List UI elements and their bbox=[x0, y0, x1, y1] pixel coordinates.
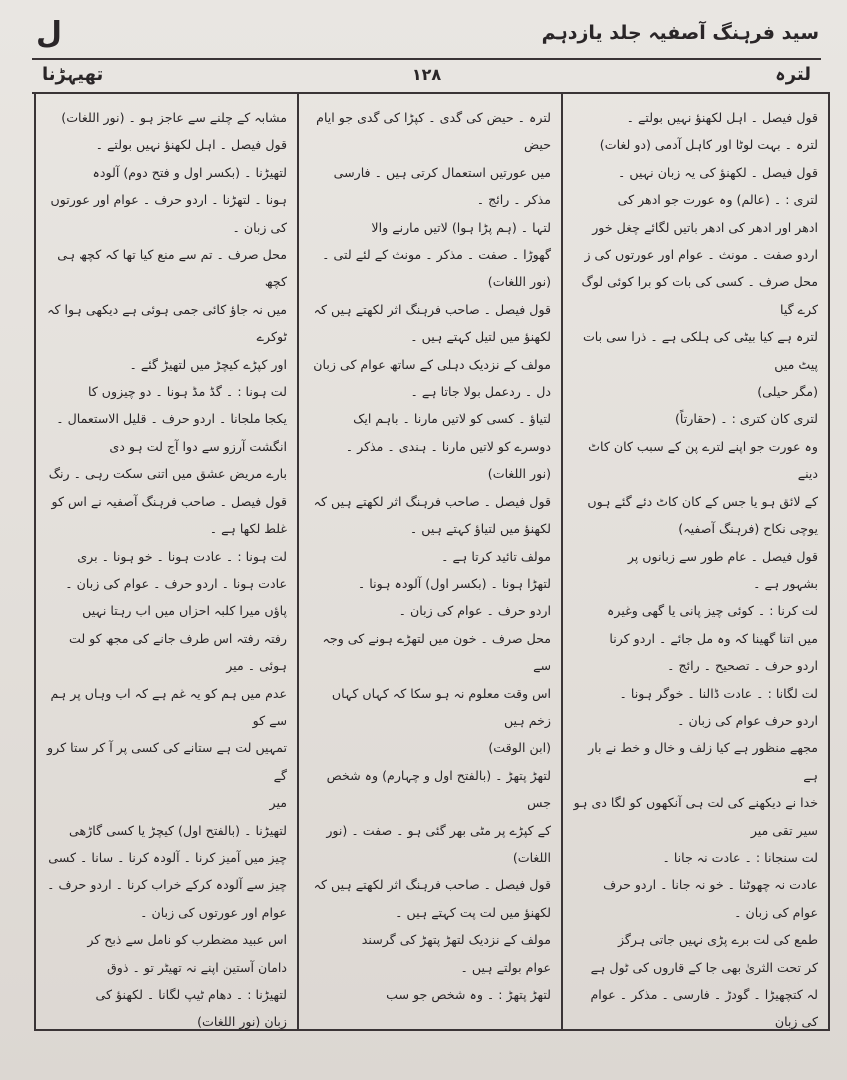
entry-line: خدا نے دیکھنے کی لت ہی آنکھوں کو لگا دی ہو bbox=[573, 795, 818, 811]
book-title: سید فرہنگ آصفیہ جلد یازدہم bbox=[541, 22, 819, 44]
entry-line: کر تحت الثریٰ بھی جا کے قاروں کی ٹول ہے bbox=[590, 959, 818, 975]
entry-line: اردو حرف عوام کی زبان ۔ bbox=[677, 712, 818, 728]
entry-line: یوچی نکاح (فرہنگ آصفیہ) bbox=[678, 521, 818, 537]
entry-line: عادت ہونا ۔ اردو حرف ۔ عوام کی زبان ۔ bbox=[65, 575, 287, 591]
entry-line: لکھنؤ میں لتیل کہتے ہیں ۔ bbox=[410, 329, 551, 345]
entry-line: اس وقت معلوم نہ ہو سکا کہ کہاں کہاں زخم ہیں bbox=[331, 685, 551, 728]
entry-line: مولف کے نزدیک لتھڑ پتھڑ کی گرسند bbox=[361, 932, 551, 948]
entry-line: (نور اللغات) bbox=[487, 466, 551, 482]
entry-line: بارے مریض عشق میں اتنی سکت رہی ۔ رنگ bbox=[48, 466, 287, 482]
entry-line: لتھڑ پتھڑ ۔ (بالفتح اول و چہارم) وہ شخص جس bbox=[326, 767, 551, 811]
entry-line: یکجا ملجانا ۔ اردو حرف ۔ قلیل الاستعمال ۔ bbox=[56, 411, 287, 427]
entry-line: اردو حرف ۔ تصحیح ۔ رائج ۔ bbox=[667, 658, 818, 674]
entry-line: گھوڑا ۔ صفت ۔ مذکر ۔ مونث کے لئے لتی ۔ bbox=[322, 247, 551, 263]
entry-line: قول فیصل ۔ صاحب فرہنگ اثر لکھتے ہیں کہ bbox=[313, 301, 551, 317]
entry-line: قول فیصل ۔ لکھنؤ کی یہ زبان نہیں ۔ bbox=[618, 164, 818, 180]
entry-line: اس عبید مضطرب کو نامل سے ذبح کر bbox=[87, 932, 287, 948]
entry-line: انگشت آرزو سے دوا آج لت ہو دی bbox=[109, 438, 287, 454]
entry-line: لکھنؤ میں لت پت کہتے ہیں ۔ bbox=[395, 904, 551, 920]
entry-line: اور کپڑے کیچڑ میں لتھیڑ گئے ۔ bbox=[129, 356, 287, 372]
entry-line: رفتہ رفتہ اس طرف جانے کی مجھ کو لت ہوئی ۔ میر bbox=[68, 630, 287, 674]
entry-line: لت ہونا : ۔ عادت ہونا ۔ خو ہونا ۔ بری bbox=[77, 548, 287, 564]
entry-line: اردو حرف ۔ عوام کی زبان ۔ bbox=[398, 603, 551, 619]
entry-line: مولف کے نزدیک دہلی کے ساتھ عوام کی زبان bbox=[313, 356, 551, 372]
entry-line: قول فیصل ۔ صاحب فرہنگ آصفیہ نے اس کو bbox=[51, 493, 287, 509]
entry-line: مشابہ کے چلنے سے عاجز ہو ۔ (نور اللغات) bbox=[61, 110, 287, 125]
entry-line: محل صرف ۔ خون میں لتھڑے ہونے کی وجہ سے bbox=[322, 630, 551, 674]
entry-line: لترہ ہے کیا بیٹی کی ہلکی ہے ۔ ذرا سی بات پیٹ میں bbox=[582, 329, 818, 372]
entry-line: لکھنؤ میں لتیاؤ کہتے ہیں ۔ bbox=[409, 521, 551, 537]
entry-line: عوام بولتے ہیں ۔ bbox=[460, 959, 551, 975]
entry-line: تمہیں لت ہے ستانے کی کسی پر آ کر ستا کرو گے bbox=[47, 740, 287, 783]
entry-line: چیز میں آمیز کرنا ۔ آلودہ کرنا ۔ سانا ۔ کسی bbox=[48, 849, 287, 865]
page-number: ۱۲۸ bbox=[411, 65, 442, 84]
entry-line: سیر تقی میر bbox=[750, 822, 818, 838]
entry-line: عوام اور عورتوں کی زبان ۔ bbox=[140, 904, 287, 920]
entry-line: زبان (نور اللغات) bbox=[197, 1014, 287, 1029]
marginal-number: ل bbox=[36, 16, 63, 51]
entry-line: مذکر ۔ رائج ۔ bbox=[476, 192, 551, 208]
entry-line: (نور اللغات) bbox=[487, 274, 551, 290]
entry-line: دامان آستین اپنے نہ تھیٹر تو ۔ ذوق bbox=[107, 959, 287, 975]
entry-line: ہونا ۔ لتھڑنا ۔ اردو حرف ۔ عوام اور عورتوں bbox=[50, 192, 287, 208]
entry-line: بشہور ہے ۔ bbox=[753, 575, 818, 591]
entry-line: چیز سے آلودہ کرکے خراب کرنا ۔ اردو حرف ۔ bbox=[47, 877, 287, 893]
text-frame bbox=[34, 92, 830, 1031]
entry-line: قول فیصل ۔ عام طور سے زبانوں پر bbox=[627, 548, 818, 564]
entry-line: کی زبان ۔ bbox=[232, 219, 287, 235]
entry-line: مولف تائید کرتا ہے ۔ bbox=[441, 548, 551, 564]
entry-line: عوام کی زبان ۔ bbox=[734, 904, 818, 920]
entry-line: محل صرف ۔ کسی کی بات کو برا کوئی لوگ کرے گیا bbox=[581, 274, 818, 317]
column-left bbox=[36, 94, 299, 1029]
entry-line: وہ عورت جو اپنے لترے پن کے سبب کان کاٹ دینے bbox=[588, 438, 818, 482]
left-catchword: تھیہڑنا bbox=[42, 64, 104, 85]
entry-line: لترہ ۔ حیض کی گدی ۔ کپڑا کی گدی جو ایام حیض bbox=[316, 110, 551, 153]
entry-line: لتہا ۔ (ہم پڑا ہوا) لاتیں مارنے والا bbox=[371, 219, 551, 235]
entry-line: طمع کی لت برے پڑی نہیں جاتی ہرگز bbox=[617, 932, 818, 948]
entry-line: (ابن الوقت) bbox=[488, 740, 551, 756]
entry-line: لتیاؤ ۔ کسی کو لاتیں مارنا ۔ باہم ایک bbox=[353, 411, 551, 427]
entry-line: لہ کتچھیڑا ۔ گودڑ ۔ فارسی ۔ مذکر ۔ عوام کی زبان bbox=[590, 987, 818, 1029]
entry-line: میر bbox=[269, 795, 287, 811]
entry-line: اردو صفت ۔ مونث ۔ عوام اور عورتوں کی ز bbox=[584, 247, 818, 263]
entry-line: ادھر اور ادھر کی ادھر باتیں لگائے چغل خور bbox=[592, 219, 818, 235]
entry-line: قول فیصل ۔ صاحب فرہنگ اثر لکھتے ہیں کہ bbox=[313, 493, 551, 509]
right-catchword: لترہ bbox=[775, 64, 811, 85]
entry-line: لت کرنا : ۔ کوئی چیز پانی یا گھی وغیرہ bbox=[607, 603, 818, 619]
entry-line: لتھیڑنا ۔ (بکسر اول و فتح دوم) آلودہ bbox=[92, 164, 287, 180]
header-band bbox=[32, 58, 821, 94]
entry-line: لت لگانا : ۔ عادت ڈالنا ۔ خوگر ہونا ۔ bbox=[619, 685, 818, 701]
entry-line: عدم میں ہم کو یہ غم ہے کہ اب وہاں پر ہم سے کو bbox=[50, 685, 287, 728]
entry-line: کے لائق ہو یا جس کے کان کاٹ دئے گئے ہوں bbox=[587, 493, 818, 509]
entry-line: میں عورتیں استعمال کرتی ہیں ۔ فارسی bbox=[333, 164, 551, 180]
entry-line: دوسرے کو لاتیں مارنا ۔ ہندی ۔ مذکر ۔ bbox=[345, 438, 551, 454]
entry-line: غلط لکھا ہے ۔ bbox=[209, 521, 287, 537]
entry-line: قول فیصل ۔ اہل لکھنؤ نہیں بولتے ۔ bbox=[95, 137, 287, 153]
entry-line: لت ہونا : ۔ گڈ مڈ ہونا ۔ دو چیزوں کا bbox=[87, 384, 287, 400]
entry-line: دل ۔ ردعمل بولا جاتا ہے ۔ bbox=[410, 384, 551, 400]
entry-line: عادت نہ چھوٹنا ۔ خو نہ جانا ۔ اردو حرف bbox=[603, 877, 818, 893]
entry-line: لتھیڑنا ۔ (بالفتح اول) کیچڑ یا کسی گاڑھی bbox=[69, 822, 287, 838]
entry-line: محل صرف ۔ تم سے منع کیا تھا کہ کچھ ہی کچھ bbox=[57, 247, 287, 290]
entry-line: مجھے منظور ہے کیا زلف و خال و خط نے بار ہے bbox=[588, 740, 818, 783]
entry-line: کے کپڑے پر مٹی بھر گئی ہو ۔ صفت ۔ (نور اللغات) bbox=[326, 822, 551, 865]
entry-line: لتھڑا ہونا ۔ (بکسر اول) آلودہ ہونا ۔ bbox=[357, 575, 551, 591]
entry-line: میں اتنا گھینا کہ وہ مل جائے ۔ اردو کرنا bbox=[609, 630, 818, 646]
entry-line: لت سنجانا : ۔ عادت نہ جانا ۔ bbox=[662, 849, 818, 865]
entry-line: لتھیڑنا : ۔ دھام ٹیپ لگانا ۔ لکھنؤ کی bbox=[95, 987, 287, 1002]
column-middle bbox=[299, 94, 563, 1029]
entry-line: قول فیصل ۔ صاحب فرہنگ اثر لکھتے ہیں کہ bbox=[313, 877, 551, 893]
entry-line: لتھڑ پتھڑ : ۔ وہ شخص جو سب bbox=[386, 987, 551, 1002]
entry-line: لترہ ۔ بہت لوٹا اور کاہل آدمی (دو لغات) bbox=[599, 137, 818, 153]
column-right bbox=[563, 94, 828, 1029]
entry-line: میں نہ جاؤ کائی جمی ہوئی ہے دیکھی ہوا کہ ٹوکرے bbox=[47, 301, 287, 345]
entry-line: (مگر حیلی) bbox=[757, 384, 818, 400]
entry-line: قول فیصل ۔ اہل لکھنؤ نہیں بولتے ۔ bbox=[626, 110, 818, 125]
entry-line: لتری کان کتری : ۔ (حقارتاً) bbox=[674, 411, 818, 427]
entry-line: پاؤں میرا کلبہ احزاں میں اب رہتا نہیں bbox=[82, 603, 287, 619]
entry-line: لتری : ۔ (عالم) وہ عورت جو ادھر کی bbox=[617, 192, 818, 208]
